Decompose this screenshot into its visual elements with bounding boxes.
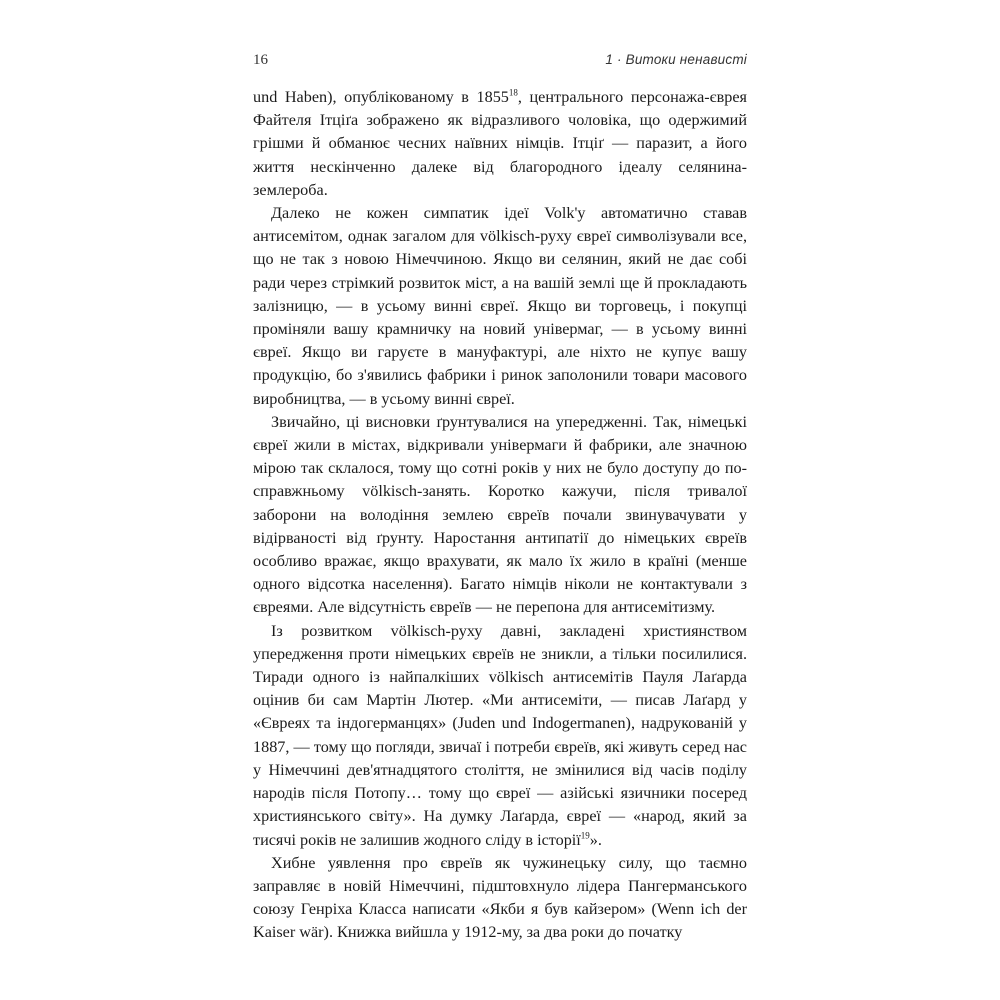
paragraph-1 [253,86,747,202]
running-head [253,52,747,74]
book-page [253,52,747,945]
paragraph-5: Хибне уявлення про євреїв як чужинецьку силу, що таємно заправляє в новій Німеччині, підштовхнуло лідера Пангерманського союзу Генріха Класса написати «Якби я був кайзером» (Wenn ich der Kaiser wär). Книжка вийшла у 1912-му, за два роки до початку [253,853,747,942]
paragraph-4-text-b: ». [589,830,602,849]
body-text [253,86,747,945]
footnote-ref-18: 18 [508,87,518,98]
paragraph-2: Далеко не кожен симпатик ідеї Volk'у автоматично ставав антисемітом, однак загалом для völkisch-руху євреї символізували все, що не так з новою Німеччиною. Якщо ви селянин, який не дає собі ради через стрімкий розвиток міст, а на вашій землі ще й прокладають залізницю, — в усьому винні євреї. Якщо ви торговець, і покупці проміняли вашу крамничку на новий універмаг, — в усьому винні євреї. Якщо ви гаруєте в мануфактурі, але ніхто не купує вашу продукцію, бо з'явились фабрики і ринок заполонили товари масового виробництва, — в усьому винні євреї. [253,204,747,408]
paragraph-4 [253,620,747,852]
paragraph-1-text-a: und Haben), опублікованому в 1855 [253,88,509,106]
paragraph-3: Звичайно, ці висновки ґрунтувалися на упередженні. Так, німецькі євреї жили в містах, відкривали універмаги й фабрики, але значною мірою так склалося, тому що сотні років у них не було доступу до по-справжньому völkisch-занять. Коротко кажучи, після тривалої заборони на володіння землею євреїв почали звинувачувати у відірваності від ґрунту. Наростання антипатії до німецьких євреїв особливо вражає, якщо врахувати, як мало їх жило в країні (менше одного відсотка населення). Багато німців ніколи не контактували з євреями. Але відсутність євреїв — не перепона для антисемітизму. [253,412,747,617]
paragraph-4-text-a: Із розвитком völkisch-руху давні, закладені християнством упередження проти німецьких євреїв не зникли, а тільки посилилися. Тиради одного із найпалкіших völkisch антисемітів Пауля Лаґарда оцінив би сам Мартін Лютер. «Ми антисеміти, — писав Лаґард у «Євреях та індогерманцях» (Juden und Indogermanen), надрукованій у 1887, — тому що погляди, звичаї і потреби євреїв, які живуть серед нас у Німеччині дев'ятнадцятого століття, не змінилися від часів поділу народів після Потопу… тому що євреї — азійські язичники посеред християнського світу». На думку Лаґарда, євреї — «народ, який за тисячі років не залишив жодного сліду в історії [253,621,747,849]
footnote-ref-19: 19 [580,830,590,841]
chapter-title: 1 · Витоки ненависті [605,52,747,67]
page-number: 16 [253,52,268,68]
paragraph-1-text-b: , центрального персонажа-єврея Файтеля Ітціґа зображено як відразливого чоловіка, що одержимий грішми й обманює чесних наївних німців. Ітціґ — паразит, а його життя нескінченно далеке від благородного ідеалу селянина-землероба. [253,88,747,199]
